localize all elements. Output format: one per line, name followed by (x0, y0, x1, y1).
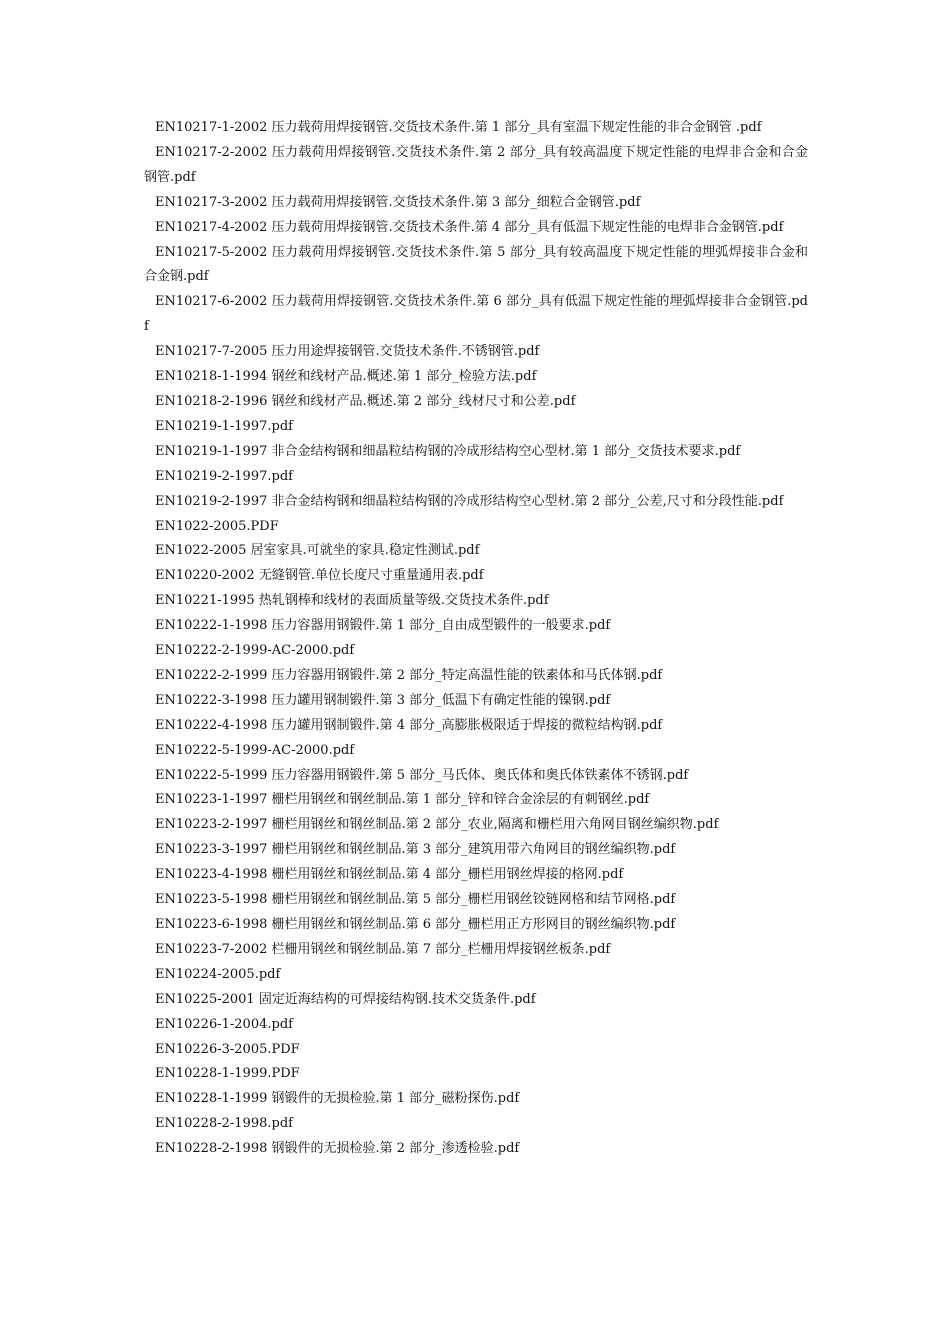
file-entry: EN10219-1-1997 非合金结构钢和细晶粒结构钢的冷成形结构空心型材.第 1 部分_交货技术要求.pdf (155, 443, 741, 459)
file-entry: EN10223-2-1997 栅栏用钢丝和钢丝制品.第 2 部分_农业,隔离和栅栏用六角网目钢丝编织物.pdf (155, 817, 719, 833)
file-entry: EN10228-2-1998.pdf (155, 1116, 293, 1132)
file-entry: EN10217-7-2005 压力用途焊接钢管.交货技术条件.不锈钢管.pdf (155, 344, 540, 360)
file-entry: EN1022-2005.PDF (155, 518, 279, 534)
file-entry: EN10219-1-1997.pdf (155, 418, 293, 434)
file-entry: EN10220-2002 无缝钢管.单位长度尺寸重量通用表.pdf (155, 568, 484, 584)
file-entry: EN10223-6-1998 栅栏用钢丝和钢丝制品.第 6 部分_栅栏用正方形网目的钢丝编织物.pdf (155, 917, 676, 932)
file-entry: EN10223-7-2002 栏栅用钢丝和钢丝制品.第 7 部分_栏栅用焊接钢丝板条.pdf (155, 941, 611, 957)
file-entry: EN10221-1995 热轧钢棒和线材的表面质量等级.交货技术条件.pdf (155, 593, 549, 609)
file-entry: EN10222-5-1999 压力容器用钢锻件.第 5 部分_马氏体、奥氏体和奥氏体铁素体不锈钢.pdf (155, 767, 689, 783)
file-entry: EN10225-2001 固定近海结构的可焊接结构钢.技术交货条件.pdf (155, 991, 536, 1007)
file-entry: EN10222-2-1999-AC-2000.pdf (155, 643, 355, 659)
file-entry: EN10228-1-1999 钢锻件的无损检验.第 1 部分_磁粉探伤.pdf (155, 1091, 520, 1107)
file-entry: EN10222-4-1998 压力罐用钢制锻件.第 4 部分_高膨胀极限适于焊接的微粒结构钢.pdf (155, 717, 663, 733)
file-entry: EN10228-1-1999.PDF (155, 1066, 300, 1082)
file-entry: EN10228-2-1998 钢锻件的无损检验.第 2 部分_渗透检验.pdf (155, 1141, 520, 1157)
file-entry: EN1022-2005 居室家具.可就坐的家具.稳定性测试.pdf (155, 543, 480, 559)
file-entry: EN10223-5-1998 栅栏用钢丝和钢丝制品.第 5 部分_栅栏用钢丝铰链网格和结节网格.pdf (155, 892, 676, 908)
file-entry: EN10223-1-1997 栅栏用钢丝和钢丝制品.第 1 部分_锌和锌合金涂层的有刺钢丝.pdf (155, 792, 650, 808)
file-entry: EN10217-1-2002 压力载荷用焊接钢管.交货技术条件.第 1 部分_具有室温下规定性能的非合金钢管 .pdf (155, 120, 762, 135)
file-entry: EN10217-3-2002 压力载荷用焊接钢管.交货技术条件.第 3 部分_细粒合金钢管.pdf (155, 194, 641, 210)
file-entry: EN10217-5-2002 压力载荷用焊接钢管.交货技术条件.第 5 部分_具有较高温度下规定性能的埋弧焊接非合金和合金钢.pdf (144, 244, 808, 285)
file-entry: EN10219-2-1997.pdf (155, 468, 293, 484)
file-entry: EN10218-2-1996 钢丝和线材产品.概述.第 2 部分_线材尺寸和公差.pdf (155, 393, 576, 409)
file-entry: EN10222-3-1998 压力罐用钢制锻件.第 3 部分_低温下有确定性能的镍钢.pdf (155, 692, 611, 708)
file-entry: EN10218-1-1994 钢丝和线材产品.概述.第 1 部分_检验方法.pdf (155, 369, 537, 385)
file-entry: EN10222-1-1998 压力容器用钢锻件.第 1 部分_自由成型锻件的一般要求.pdf (155, 618, 611, 634)
file-entry: EN10226-3-2005.PDF (155, 1041, 300, 1057)
file-entry: EN10217-6-2002 压力载荷用焊接钢管.交货技术条件.第 6 部分_具有低温下规定性能的埋弧焊接非合金钢管.pdf (144, 294, 808, 335)
file-entry: EN10217-4-2002 压力载荷用焊接钢管.交货技术条件.第 4 部分_具有低温下规定性能的电焊非合金钢管.pdf (155, 219, 784, 235)
file-entry: EN10222-5-1999-AC-2000.pdf (155, 742, 355, 758)
file-entry: EN10219-2-1997 非合金结构钢和细晶粒结构钢的冷成形结构空心型材.第 2 部分_公差,尺寸和分段性能.pdf (155, 493, 784, 509)
file-entry: EN10224-2005.pdf (155, 966, 281, 982)
document-page (144, 116, 808, 1162)
file-entry: EN10226-1-2004.pdf (155, 1016, 293, 1032)
file-entry: EN10223-4-1998 栅栏用钢丝和钢丝制品.第 4 部分_栅栏用钢丝焊接的格网.pdf (155, 867, 624, 883)
file-entry: EN10222-2-1999 压力容器用钢锻件.第 2 部分_特定高温性能的铁素体和马氏体钢.pdf (155, 667, 663, 683)
file-entry: EN10223-3-1997 栅栏用钢丝和钢丝制品.第 3 部分_建筑用带六角网目的钢丝编织物.pdf (155, 842, 676, 858)
file-entry: EN10217-2-2002 压力载荷用焊接钢管.交货技术条件.第 2 部分_具有较高温度下规定性能的电焊非合金和合金钢管.pdf (144, 144, 808, 185)
